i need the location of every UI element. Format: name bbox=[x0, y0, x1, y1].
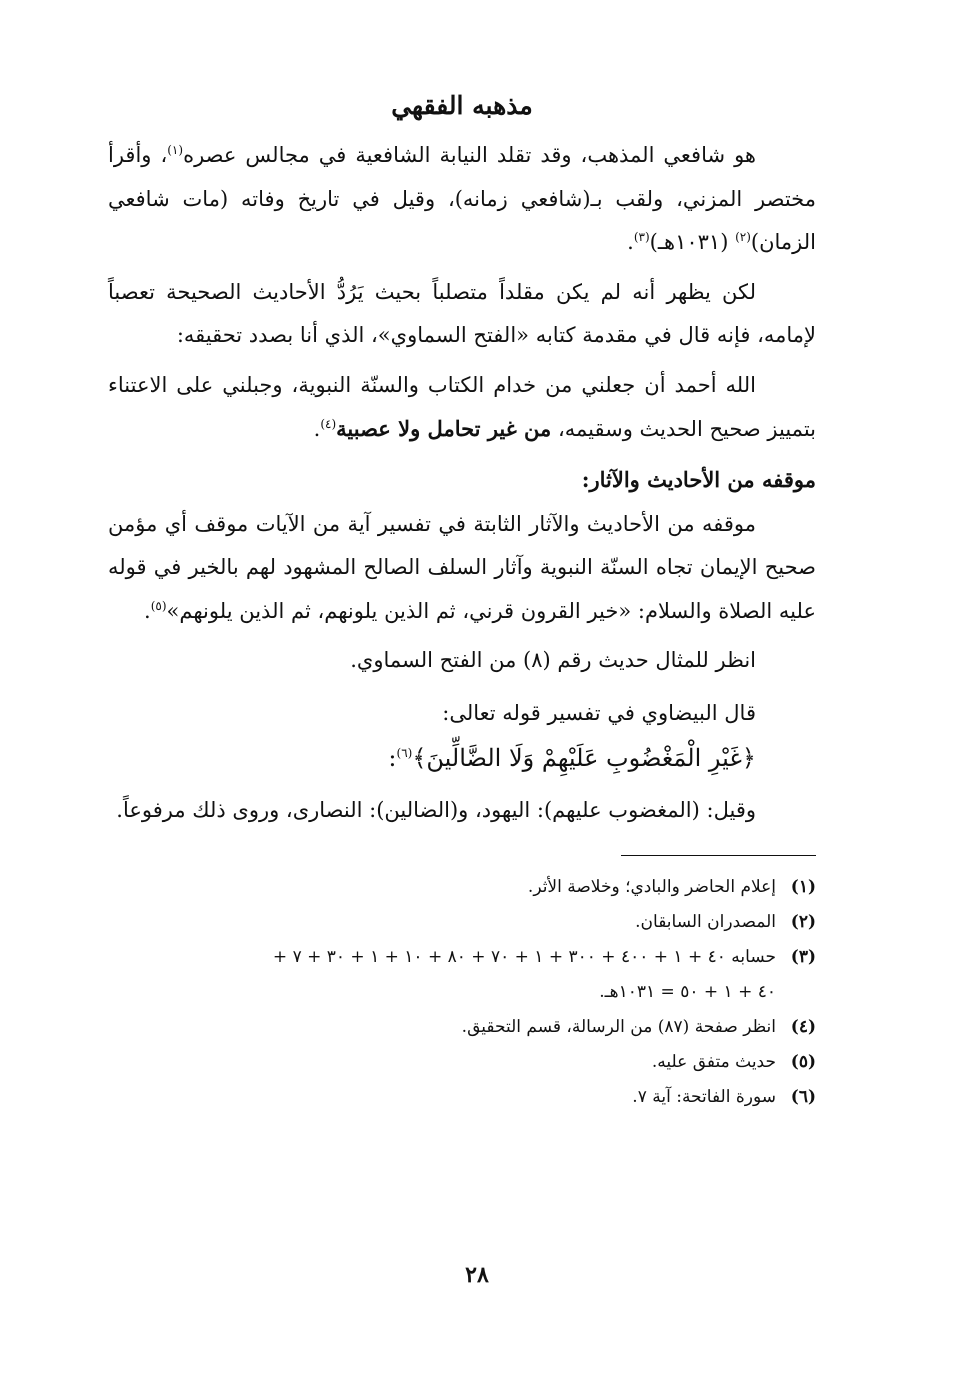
footnote-ref-5[interactable]: (٥) bbox=[150, 598, 167, 613]
page-title: مذهبه الفقهي bbox=[391, 91, 533, 120]
paragraph-stance bbox=[108, 503, 816, 634]
bold-phrase: من غير تحامل ولا عصبية bbox=[336, 416, 552, 441]
footnote-number: (٥) bbox=[790, 1051, 816, 1072]
footnote-number: (٦) bbox=[790, 1086, 816, 1107]
footnote-item bbox=[108, 1010, 816, 1045]
footnote-ref-2[interactable]: (٢) bbox=[735, 230, 751, 244]
quran-verse bbox=[108, 735, 756, 781]
paragraph-not-rigid: لكن يظهر أنه لم يكن مقلداً متصلباً بحيث يَرُدُّ الأحاديث الصحيحة تعصباً لإمامه، فإنه قال في مقدمة كتابه «الفتح السماوي»، الذي أنا بصدد تحقيقه: bbox=[108, 279, 816, 347]
footnote-continuation: ٤٠ + ١ + ٥٠ = ١٠٣١هـ. bbox=[599, 981, 776, 1002]
paragraph-text: . bbox=[627, 230, 634, 254]
footnote-divider bbox=[621, 855, 816, 856]
page-number: ٢٨ bbox=[465, 1262, 489, 1288]
paragraph-text: (١٠٣١هـ) bbox=[649, 230, 736, 254]
footnote-text: سورة الفاتحة: آية ٧. bbox=[632, 1086, 776, 1107]
section-heading: موقفه من الأحاديث والآثار: bbox=[581, 466, 816, 492]
paragraph-text: . bbox=[313, 417, 321, 441]
page-body bbox=[108, 86, 816, 1115]
footnote-text: إعلام الحاضر والبادي؛ وخلاصة الأثر. bbox=[527, 876, 776, 897]
footnote-ref-6[interactable]: (٦) bbox=[396, 746, 413, 760]
footnote-item bbox=[108, 1080, 816, 1115]
footnote-number: (٣) bbox=[790, 946, 816, 967]
footnote-text: المصدران السابقان. bbox=[635, 911, 776, 932]
verse-text: ﴿غَيْرِ الْمَغْضُوبِ عَلَيْهِمْ وَلَا الضَّالِّينَ﴾ bbox=[412, 744, 756, 772]
footnote-item bbox=[108, 870, 816, 905]
paragraph-text: . bbox=[144, 598, 151, 623]
footnote-number: (٤) bbox=[790, 1016, 816, 1037]
paragraph-text: ، وأقرأ مختصر المزني، ولقب بـ(شافعي زمانه)، وقيل في تاريخ وفاته (مات شافعي الزمان) bbox=[108, 143, 816, 254]
footnotes bbox=[108, 870, 816, 1115]
footnote-number: (٢) bbox=[790, 911, 816, 932]
footnote-number: (١) bbox=[790, 876, 816, 897]
footnote-ref-3[interactable]: (٣) bbox=[633, 230, 650, 244]
paragraph-text: موقفه من الأحاديث والآثار الثابتة في تفسير آية من الآيات موقف أي مؤمن صحيح الإيمان تجاه السنّة النبوية وآثار السلف الصالح المشهود لهم بالخير في قوله عليه الصلاة والسلام: «خير القرون قرني، ثم الذين يلونهم، ثم الذين يلونهم» bbox=[108, 511, 816, 623]
paragraph-interpretation: وقيل: (المغضوب عليهم): اليهود، و(الضالين): النصارى، وروى ذلك مرفوعاً. bbox=[116, 798, 756, 822]
footnote-item bbox=[108, 905, 816, 940]
footnote-ref-1[interactable]: (١) bbox=[167, 143, 184, 157]
footnote-item bbox=[108, 1045, 816, 1080]
example-reference: انظر للمثال حديث رقم (٨) من الفتح السماوي. bbox=[350, 648, 756, 672]
verse-end: : bbox=[388, 744, 397, 772]
paragraph-quote bbox=[108, 364, 816, 452]
paragraph-madhhab bbox=[108, 134, 816, 265]
footnote-text: انظر صفحة (٨٧) من الرسالة، قسم التحقيق. bbox=[461, 1016, 776, 1037]
footnote-ref-4[interactable]: (٤) bbox=[320, 417, 337, 431]
paragraph-text: الله أحمد أن جعلني من خدام الكتاب والسنّة النبوية، وجبلني على الاعتناء بتمييز صحيح الحديث وسقيمه، bbox=[108, 372, 816, 441]
footnote-text: حسابه ٤٠ + ١ + ٤٠٠ + ٣٠٠ + ١ + ٧٠ + ٨٠ + ١٠ + ١ + ٣٠ + ٧ + bbox=[272, 946, 776, 967]
baydawi-intro: قال البيضاوي في تفسير قوله تعالى: bbox=[442, 701, 756, 725]
footnote-item bbox=[108, 940, 816, 975]
paragraph-text: هو شافعي المذهب، وقد تقلد النيابة الشافعية في مجالس عصره bbox=[183, 143, 757, 167]
footnote-text: حديث متفق عليه. bbox=[651, 1051, 776, 1072]
